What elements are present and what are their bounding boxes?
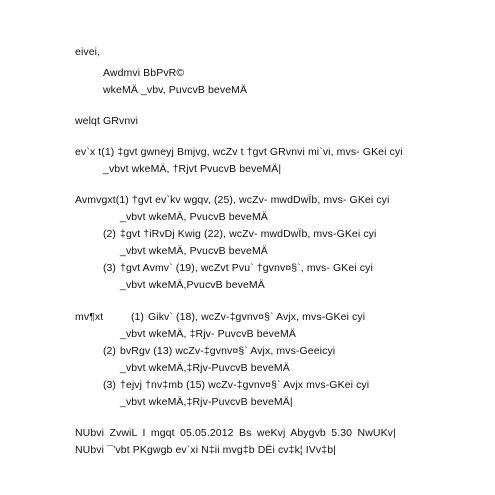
witnesses-label: mv¶xt [75,311,104,323]
accused-1-line-2: _vbvt wkeMÄ, PvucvB beveMÄ [120,211,268,223]
accused-3-line-2: _vbvt wkeMÄ,PvucvB beveMÄ [120,279,265,291]
accused-3-number: (3) [103,262,116,274]
accused-2-number: (2) [103,228,116,240]
accused-3-line-1: †gvt Avmv` (19), wcZvt Pvu` †gvnv¤§`, mvs- GKei cyi [120,262,373,274]
witness-2-number: (2) [103,345,116,357]
complainant-line-2: _vbvt wkeMÄ, †Rjvt PvucvB beveMÄ| [103,163,282,175]
accused-2-line-2: _vbvt wkeMÄ, PvucvB beveMÄ [120,245,268,257]
witness-3-number: (3) [103,379,116,391]
incident-location-line: NUbvi ¯’vbt PKgwgb ev`xi N‡ii mvg‡b DËi cv‡k¦ IVv‡b| [75,444,336,456]
witness-2-line-2: _vbvt wkeMÄ,‡Rjv-PuvcvB beveMÄ [120,362,290,374]
incident-datetime-line: NUbvi ZvwiL I mgqt 05.05.2012 Bs weKvj Abygvb 5.30 NwUKv| [75,427,396,439]
witness-3-line-1: †ejvj †nv‡mb (15) wcZv-‡gvnv¤§` Avjx mvs-GKei cyi [120,379,370,391]
witness-2-line-1: bvRgv (13) wcZv-‡gvnv¤§` Avjx, mvs-Geeicyi [120,345,336,357]
witness-1-line-1: Gikv` (18), wcZv-‡gvnv¤§` Avjx, mvs-GKei cyi [148,311,366,323]
subject-line: welqt GRvnvi [75,115,139,127]
recipient-line-2: wkeMÄ _vbv, PuvcvB beveMÄ [103,84,248,96]
salutation-title: eivei, [75,46,101,58]
witness-1-number: (1) [131,311,144,323]
recipient-line-1: Awdmvi BbPvR© [103,67,185,79]
accused-label-line: Avmvgxt(1) †gvt ev`kv wgqv, (25), wcZv- mwdDwÏb, mvs- GKei cyi [75,194,390,206]
complainant-line-1: ev`x t(1) ‡gvt gwneyj Bmjvg, wcZv t †gvt GRvnvi mi`vi, mvs- GKei cyi [75,146,403,158]
witness-3-line-2: _vbvt wkeMÄ,‡Rjv-PuvcvB beveMÄ| [120,396,293,408]
witness-1-line-2: _vbvt wkeMÄ, ‡Rjv- PuvcvB beveMÄ [120,328,296,340]
accused-2-line-1: ‡gvt †iRvDj Kwig (22), wcZv- mwdDwÏb, mvs-GKei cyi [120,228,377,240]
